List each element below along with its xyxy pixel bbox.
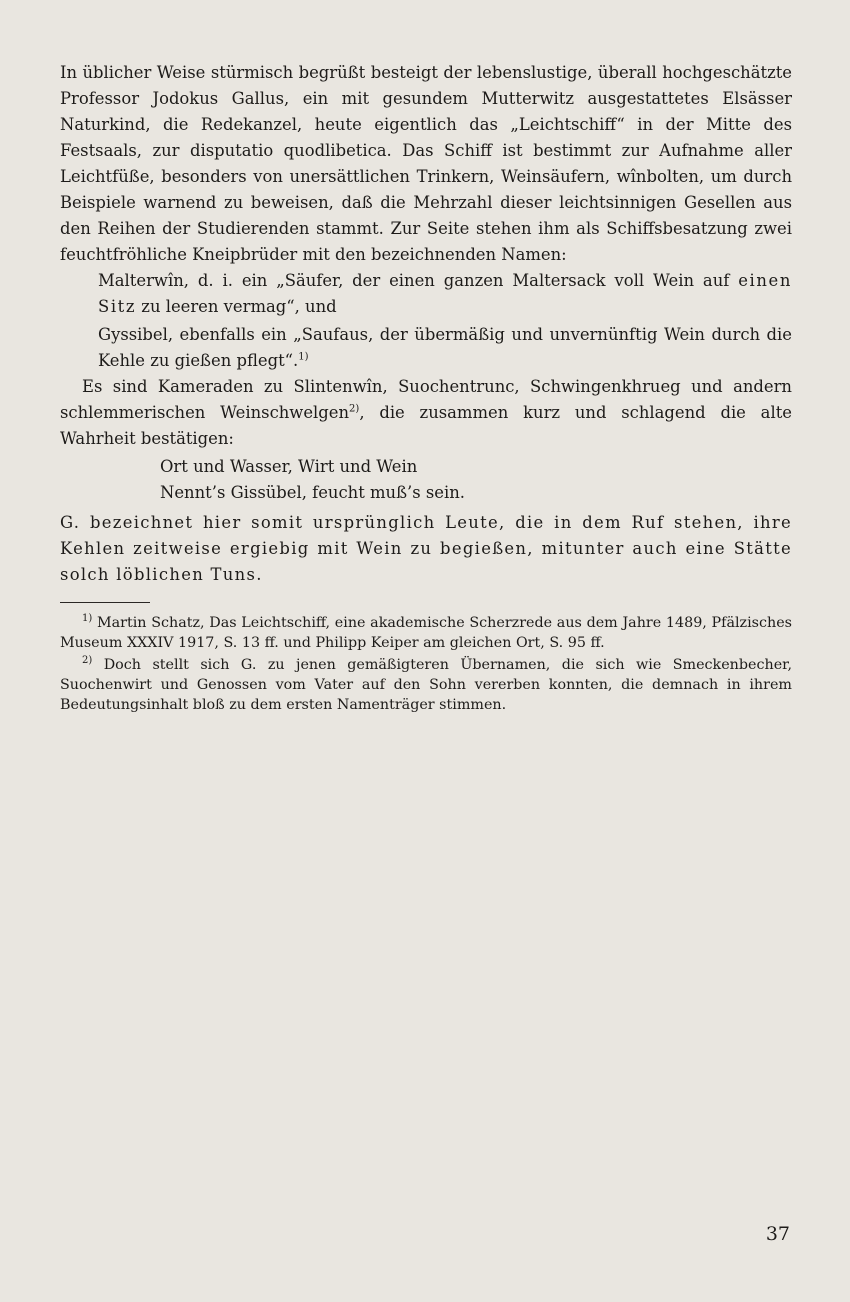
summary-paragraph: G. bezeichnet hier somit ursprünglich Leute, die in dem Ruf stehen, ihre Kehlen zeitweise ergiebig mit Wein zu begießen, mitunter auch eine Stätte solch löblichen Tuns. bbox=[60, 513, 792, 584]
footnote bbox=[60, 613, 792, 653]
body-text bbox=[60, 60, 792, 715]
name-entry-malterwin bbox=[60, 268, 792, 320]
paragraph-text: Es sind Kameraden zu Slintenwîn, Suochentrunc, Schwingenkhrueg und andern schlemmerischen Weinschwelgen bbox=[60, 377, 792, 422]
intro-paragraph: In üblicher Weise stürmisch begrüßt besteigt der lebenslustige, überall hochgeschätzte Professor Jodokus Gallus, ein mit gesundem Mutterwitz ausgestattetes Elsässer Naturkind, die Redekanzel, heute eigentlich das „Leichtschiff“ in der Mitte des Festsaals, zur disputatio quodlibetica. Das Schiff ist bestimmt zur Aufnahme aller Leichtfüße, besonders von unersättlichen Trinkern, Weinsäufern, wînbolten, um durch Beispiele warnend zu beweisen, daß die Mehrzahl dieser leichtsinnigen Gesellen aus den Reihen der Studierenden stammt. Zur Seite stehen ihm als Schiffsbesatzung zwei feuchtfröhliche Kneipbrüder mit den bezeichnenden Namen: bbox=[60, 63, 792, 264]
name-entry-gyssibel bbox=[60, 322, 792, 374]
footnote-divider bbox=[60, 602, 150, 603]
verse bbox=[160, 454, 792, 506]
comrades-paragraph bbox=[60, 374, 792, 452]
footnote bbox=[60, 655, 792, 715]
verse-line: Nennt’s Gissübel, feucht muß’s sein. bbox=[160, 483, 465, 502]
entry-spaced-text: einen Sitz bbox=[98, 271, 792, 316]
entry-text: Gyssibel, ebenfalls ein „Saufaus, der übermäßig und unvernünftig Wein durch die Kehle zu gießen pflegt“. bbox=[98, 325, 792, 370]
paragraph-text-tail: , die zusammen kurz und schlagend die alte Wahrheit bestätigen: bbox=[60, 403, 792, 448]
verse-line: Ort und Wasser, Wirt und Wein bbox=[160, 457, 418, 476]
footnote-mark: 1) bbox=[82, 613, 93, 625]
page-number: 37 bbox=[765, 1223, 790, 1245]
footnote-ref: 2) bbox=[349, 403, 360, 415]
footnote-text: Doch stellt sich G. zu jenen gemäßigteren Übernamen, die sich wie Smeckenbecher, Suochenwirt und Genossen vom Vater auf den Sohn vererben konnten, die demnach in ihrem Bedeutungsinhalt bloß zu dem ersten Namenträger stimmen. bbox=[60, 657, 792, 713]
footnote-ref: 1) bbox=[298, 351, 309, 363]
entry-text: Malterwîn, d. i. ein „Säufer, der einen ganzen Maltersack voll Wein auf bbox=[98, 271, 739, 290]
footnote-mark: 2) bbox=[82, 655, 93, 667]
footnotes bbox=[60, 613, 792, 715]
entry-text-tail: zu leeren vermag“, und bbox=[136, 297, 337, 316]
footnote-text: Martin Schatz, Das Leichtschiff, eine akademische Scherzrede aus dem Jahre 1489, Pfälzisches Museum XXXIV 1917, S. 13 ff. und Philipp Keiper am gleichen Ort, S. 95 ff. bbox=[60, 615, 792, 651]
